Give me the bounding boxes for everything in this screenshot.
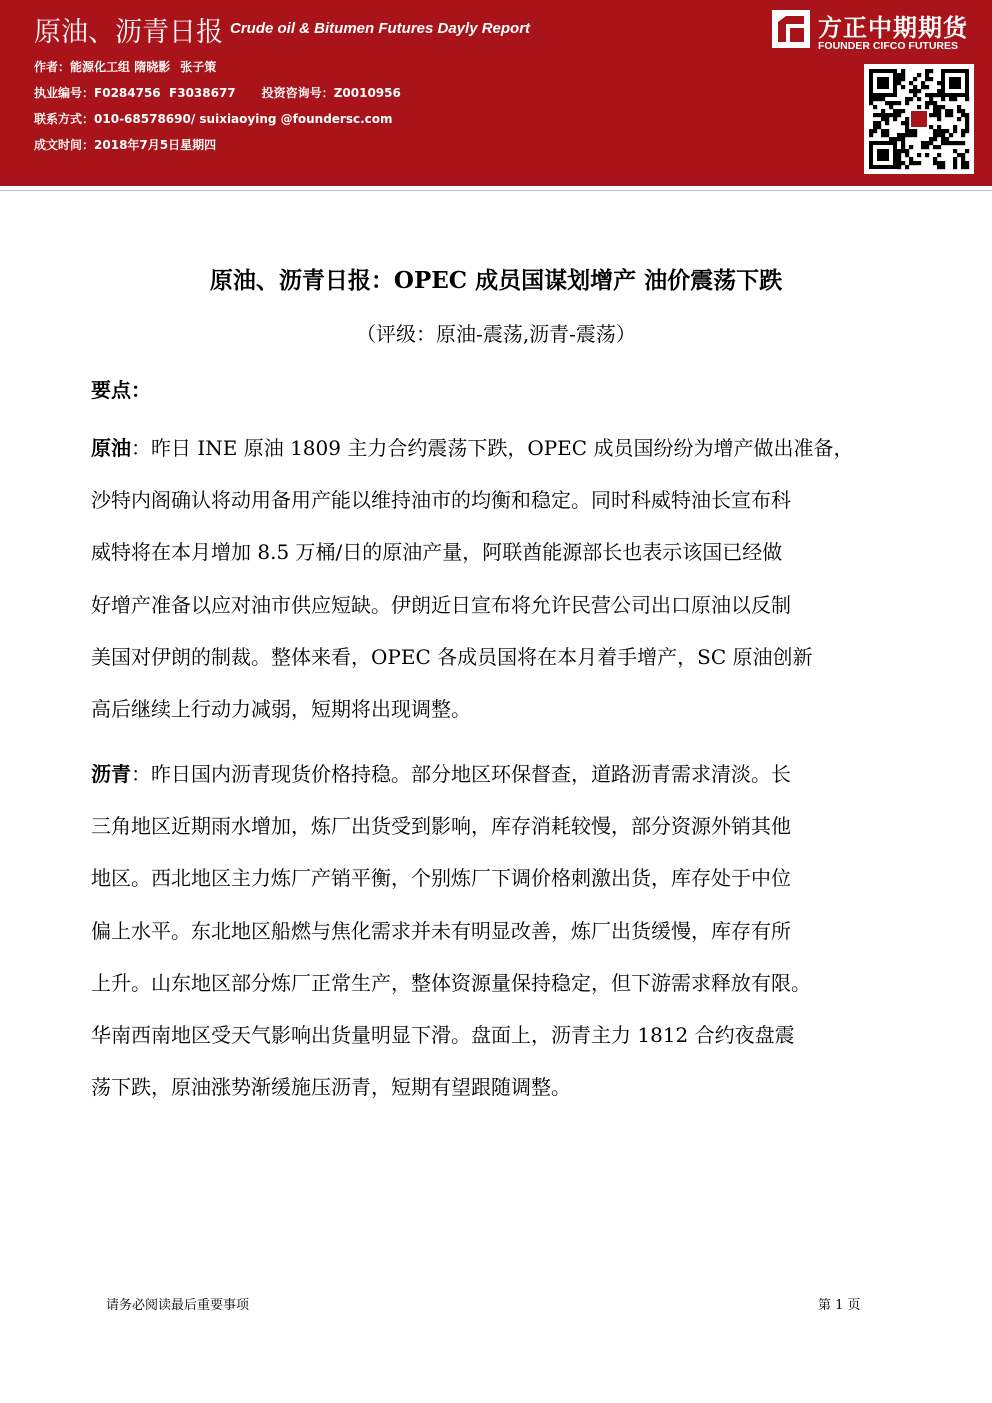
date-label: 成文时间： — [34, 138, 95, 152]
key-points-heading: 要点： — [91, 378, 151, 402]
crude-line: 好增产准备以应对油市供应短缺。伊朗近日宣布将允许民营公司出口原油以反制 — [91, 592, 791, 617]
report-title-en: Crude oil & Bitumen Futures Dayly Report — [230, 20, 531, 37]
license-line — [34, 84, 401, 101]
bitumen-line: 三角地区近期雨水增加，炼厂出货受到影响，库存消耗较慢，部分资源外销其他 — [91, 814, 791, 839]
footer-page-number: 第 1 页 — [818, 1298, 861, 1313]
report-header — [0, 0, 992, 182]
bitumen-line: 华南西南地区受天气影响出货量明显下滑。盘面上，沥青主力 1812 合约夜盘震 — [91, 1023, 795, 1048]
document-rating: （评级：原油-震荡,沥青-震荡） — [356, 322, 636, 346]
report-title-zh: 原油、沥青日报 — [34, 17, 223, 48]
bitumen-lead: 沥青 — [91, 762, 131, 786]
crude-oil-paragraph — [91, 422, 903, 735]
bitumen-paragraph — [91, 748, 903, 1113]
authors-line — [34, 58, 216, 75]
contact-line — [34, 110, 393, 127]
company-logo — [772, 6, 982, 56]
crude-line: 沙特内阁确认将动用备用产能以维持油市的均衡和稳定。同时科威特油长宣布科 — [91, 488, 791, 513]
license-value: F0284756 F3038677 — [94, 86, 236, 100]
authors-label: 作者： — [34, 60, 71, 74]
authors-second: 张子策 — [180, 60, 217, 74]
crude-line: 威特将在本月增加 8.5 万桶/日的原油产量，阿联酋能源部长也表示该国已经做 — [91, 540, 783, 565]
header-divider — [0, 182, 992, 186]
crude-oil-lead: 原油 — [91, 436, 131, 460]
advisory-label: 投资咨询号： — [261, 86, 334, 100]
founder-logo-mark-icon — [772, 10, 810, 48]
crude-line: ：昨日 INE 原油 1809 主力合约震荡下跌，OPEC 成员国纷纷为增产做出准备， — [131, 436, 854, 460]
contact-label: 联系方式： — [34, 112, 95, 126]
header-thin-divider — [0, 190, 992, 191]
contact-value: 010-68578690/ suixiaoying @foundersc.com — [94, 112, 393, 126]
footer-notice: 请务必阅读最后重要事项 — [106, 1298, 250, 1313]
bitumen-line: 地区。西北地区主力炼厂产销平衡，个别炼厂下调价格刺激出货，库存处于中位 — [91, 866, 791, 891]
bitumen-line: 上升。山东地区部分炼厂正常生产，整体资源量保持稳定，但下游需求释放有限。 — [91, 970, 811, 995]
bitumen-line: ：昨日国内沥青现货价格持稳。部分地区环保督查，道路沥青需求清淡。长 — [131, 762, 791, 786]
company-name-zh: 方正中期期货 — [818, 14, 968, 42]
crude-line: 高后继续上行动力减弱，短期将出现调整。 — [91, 697, 471, 722]
company-name-en: FOUNDER CIFCO FUTURES — [818, 40, 958, 52]
bitumen-line: 荡下跌，原油涨势渐缓施压沥青，短期有望跟随调整。 — [91, 1075, 571, 1100]
authors-value: 能源化工组 隋晓影 — [70, 60, 171, 74]
document-title: 原油、沥青日报：OPEC 成员国谋划增产 油价震荡下跌 — [209, 267, 783, 294]
bitumen-line: 偏上水平。东北地区船燃与焦化需求并未有明显改善，炼厂出货缓慢，库存有所 — [91, 918, 791, 943]
crude-line: 美国对伊朗的制裁。整体来看，OPEC 各成员国将在本月着手增产，SC 原油创新 — [91, 644, 813, 669]
qr-code-icon — [864, 64, 974, 174]
license-label: 执业编号： — [34, 86, 95, 100]
date-line — [34, 136, 216, 153]
date-value: 2018年7月5日星期四 — [94, 138, 217, 152]
advisory-value: Z0010956 — [333, 86, 401, 100]
